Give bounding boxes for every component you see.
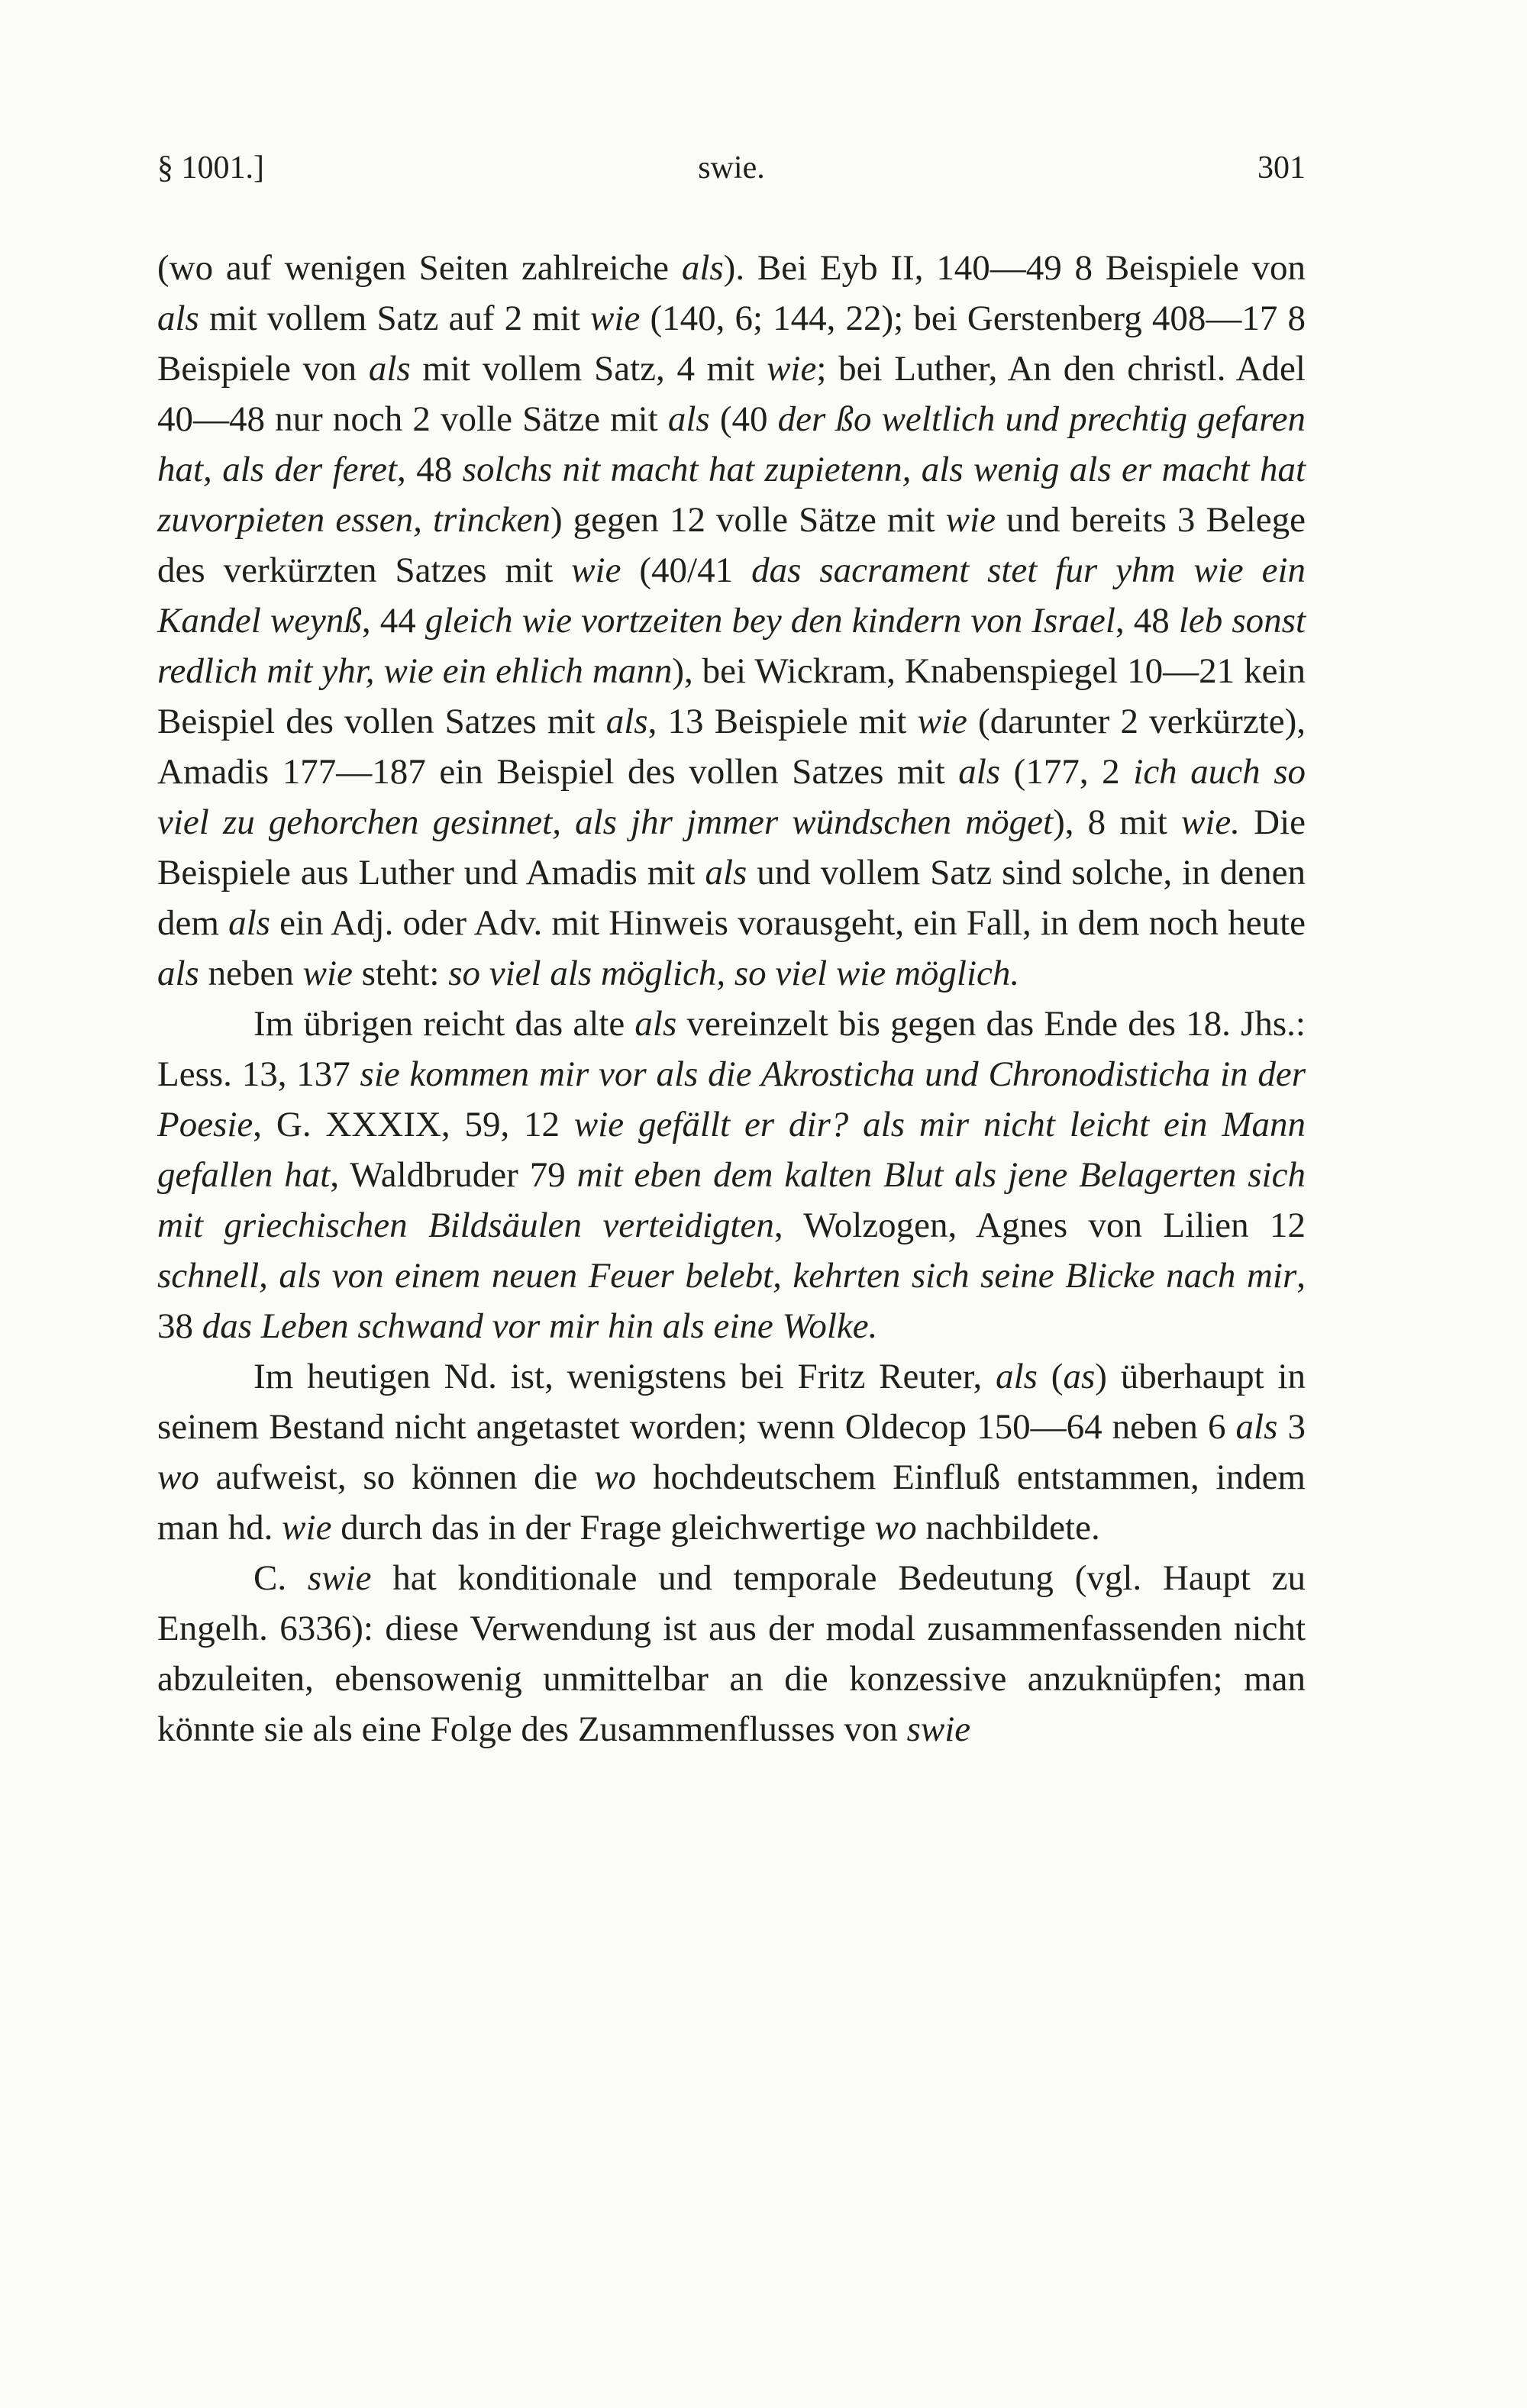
italic-run: das sacrament stet fur yhm wie ein Kandel weynß bbox=[157, 550, 1306, 641]
text-run: ) überhaupt in seinem Bestand nicht angetastet worden; wenn Oldecop 150—64 neben 6 bbox=[157, 1357, 1306, 1447]
italic-run: das Leben schwand vor mir hin als eine Wolke. bbox=[202, 1306, 878, 1346]
text-run: ; bei Luther, An den christl. Adel 40—48 nur noch 2 volle Sätze mit bbox=[157, 349, 1306, 439]
italic-run: wie bbox=[917, 702, 967, 741]
text-run: (40 bbox=[709, 399, 778, 439]
italic-run: solchs nit macht hat zupietenn, als wenig als er macht hat zuvorpieten essen, trincken bbox=[157, 450, 1306, 540]
italic-run: wie bbox=[590, 299, 641, 338]
text-run: hat konditionale und temporale Bedeutung (vgl. Haupt zu Engelh. 6336): diese Verwendung ist aus der modal zusammenfassenden nicht abzuleiten, ebensowenig unmittelbar an die konzessive anzuknüpfen; man könnte sie als eine Folge des Zusammenflusses von bbox=[157, 1558, 1306, 1749]
italic-run: wie bbox=[282, 1508, 332, 1548]
body-text bbox=[157, 243, 1306, 1754]
text-run: vereinzelt bis gegen das Ende des 18. Jhs.: Less. 13, 137 bbox=[157, 1004, 1306, 1094]
section-reference: § 1001.] bbox=[157, 150, 264, 186]
italic-run: wie. bbox=[1180, 802, 1241, 842]
italic-run: ich auch so viel zu gehorchen gesinnet, als jhr jmmer wündschen möget bbox=[157, 752, 1306, 842]
paragraph bbox=[157, 1351, 1306, 1553]
text-run: (177, 2 bbox=[1000, 752, 1134, 792]
italic-run: wie bbox=[945, 500, 996, 540]
italic-run: als bbox=[667, 399, 710, 439]
page-number: 301 bbox=[1257, 150, 1306, 186]
text-run: ( bbox=[1037, 1357, 1064, 1396]
text-run: steht: bbox=[352, 954, 449, 993]
text-run: , Waldbruder 79 bbox=[330, 1155, 577, 1195]
italic-run: als bbox=[1235, 1407, 1278, 1447]
italic-run: als bbox=[157, 299, 199, 338]
text-run: nachbildete. bbox=[916, 1508, 1100, 1548]
italic-run: als bbox=[634, 1004, 677, 1044]
text-run: und bereits 3 Belege des verkürzten Satzes mit bbox=[157, 500, 1306, 590]
text-run: hochdeutschem Einfluß entstammen, indem man hd. bbox=[157, 1457, 1306, 1548]
text-run: , 13 Beispiele mit bbox=[647, 702, 918, 741]
italic-run: wie gefällt er dir? als mir nicht leicht ein Mann gefallen hat bbox=[157, 1105, 1306, 1195]
text-run: ) gegen 12 volle Sätze mit bbox=[550, 500, 946, 540]
text-run: aufweist, so können die bbox=[199, 1457, 595, 1497]
running-header bbox=[157, 150, 1306, 195]
text-run: , 38 bbox=[157, 1256, 1306, 1346]
paragraph bbox=[157, 1553, 1306, 1754]
text-run: (darunter 2 verkürzte), Amadis 177—187 ein Beispiel des vollen Satzes mit bbox=[157, 702, 1306, 792]
italic-run: als bbox=[605, 702, 648, 741]
italic-run: mit eben dem kalten Blut als jene Belagerten sich mit griechischen Bildsäulen verteidigten bbox=[157, 1155, 1306, 1245]
italic-run: als bbox=[705, 853, 747, 893]
text-run: , Wolzogen, Agnes von Lilien 12 bbox=[773, 1206, 1306, 1245]
text-run: mit vollem Satz, 4 mit bbox=[410, 349, 767, 389]
italic-run: swie bbox=[307, 1558, 372, 1598]
italic-run: als bbox=[368, 349, 411, 389]
italic-run: as bbox=[1063, 1357, 1096, 1396]
italic-run: gleich wie vortzeiten bey den kindern von Israel bbox=[425, 601, 1115, 641]
text-run: Im übrigen reicht das alte bbox=[253, 1004, 635, 1044]
italic-run: als bbox=[958, 752, 1001, 792]
italic-run: als bbox=[996, 1357, 1038, 1396]
text-run: 3 bbox=[1277, 1407, 1306, 1447]
running-title: swie. bbox=[698, 150, 765, 186]
italic-run: leb sonst redlich mit yhr, wie ein ehlich mann bbox=[157, 601, 1306, 691]
paragraph bbox=[157, 999, 1306, 1351]
italic-run: wie bbox=[302, 954, 353, 993]
text-run: , 44 bbox=[361, 601, 425, 641]
italic-run: swie bbox=[906, 1709, 971, 1749]
text-run: ), bei Wickram, Knabenspiegel 10—21 kein Beispiel des vollen Satzes mit bbox=[157, 651, 1306, 741]
text-run: neben bbox=[199, 954, 303, 993]
italic-run: schnell, als von einem neuen Feuer belebt, kehrten sich seine Blicke nach mir bbox=[157, 1256, 1297, 1296]
text-run: ). Bei Eyb II, 140—49 8 Beispiele von bbox=[723, 248, 1306, 288]
text-run: (wo auf wenigen Seiten zahlreiche bbox=[157, 248, 682, 288]
text-run: (140, 6; 144, 22); bei Gerstenberg 408—17 8 Beispiele von bbox=[157, 299, 1306, 389]
book-page bbox=[157, 150, 1306, 1754]
text-run: Die Beispiele aus Luther und Amadis mit bbox=[157, 802, 1306, 893]
text-run: Im heutigen Nd. ist, wenigstens bei Fritz Reuter, bbox=[253, 1357, 996, 1396]
italic-run: wo bbox=[157, 1457, 199, 1497]
text-run: mit vollem Satz auf 2 mit bbox=[199, 299, 591, 338]
text-run: (40/41 bbox=[621, 550, 752, 590]
text-run: , 48 bbox=[1115, 601, 1179, 641]
text-run: , 48 bbox=[397, 450, 463, 489]
italic-run: sie kommen mir vor als die Akrosticha und Chronodisticha in der Poesie bbox=[157, 1054, 1306, 1144]
italic-run: als bbox=[681, 248, 724, 288]
text-run: durch das in der Frage gleichwertige bbox=[331, 1508, 875, 1548]
text-run: C. bbox=[253, 1558, 308, 1598]
italic-run: der ßo weltlich und prechtig gefaren hat, als der feret bbox=[157, 399, 1306, 489]
text-run: ), 8 mit bbox=[1053, 802, 1181, 842]
italic-run: als bbox=[157, 954, 199, 993]
italic-run: als bbox=[228, 903, 270, 943]
text-run: ein Adj. oder Adv. mit Hinweis vorausgeht, ein Fall, in dem noch heute bbox=[270, 903, 1306, 943]
text-run: , G. XXXIX, 59, 12 bbox=[253, 1105, 574, 1144]
italic-run: wie bbox=[767, 349, 817, 389]
italic-run: wo bbox=[594, 1457, 637, 1497]
paragraph bbox=[157, 243, 1306, 999]
italic-run: wo bbox=[874, 1508, 917, 1548]
italic-run: so viel als möglich, so viel wie möglich. bbox=[448, 954, 1020, 993]
italic-run: wie bbox=[571, 550, 621, 590]
text-run: und vollem Satz sind solche, in denen dem bbox=[157, 853, 1306, 943]
